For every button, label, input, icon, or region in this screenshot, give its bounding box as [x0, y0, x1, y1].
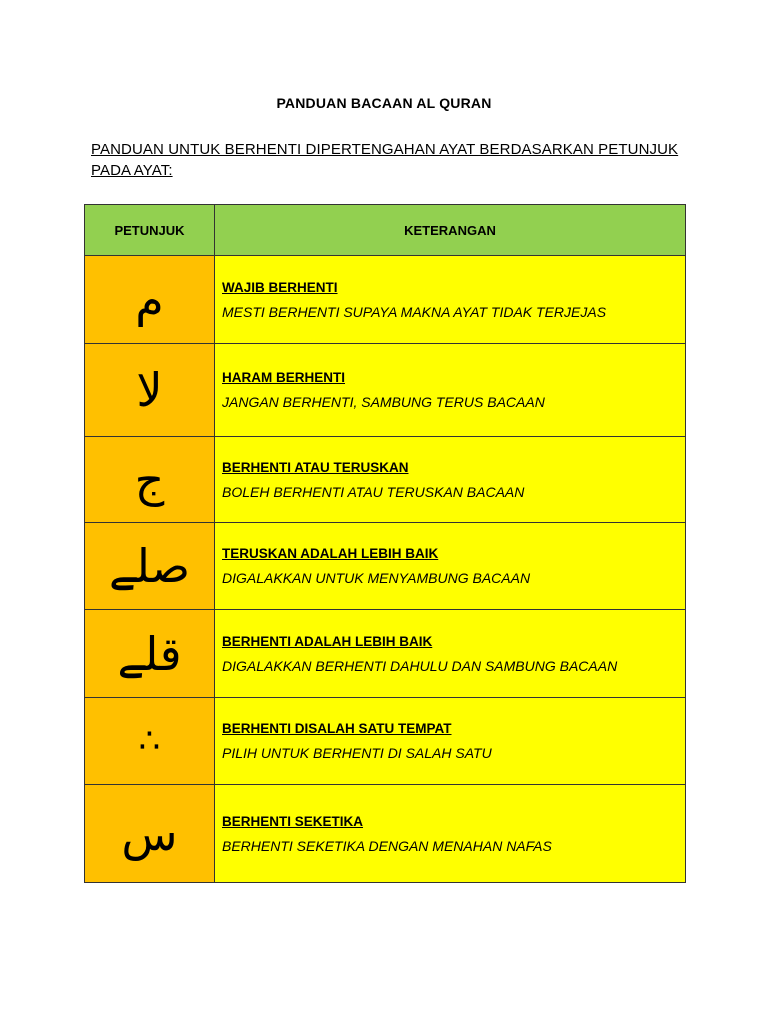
- sign-mim-icon: م: [85, 256, 215, 344]
- row-description: PILIH UNTUK BERHENTI DI SALAH SATU: [222, 745, 492, 761]
- page-title: PANDUAN BACAAN AL QURAN: [276, 95, 492, 111]
- row-description: BERHENTI SEKETIKA DENGAN MENAHAN NAFAS: [222, 837, 552, 854]
- row-description: DIGALAKKAN BERHENTI DAHULU DAN SAMBUNG BACAAN: [222, 657, 618, 674]
- sign-qali-icon: قلے: [85, 610, 215, 698]
- table-header-row: [85, 205, 686, 256]
- row-description: JANGAN BERHENTI, SAMBUNG TERUS BACAAN: [222, 394, 545, 410]
- column-header-keterangan: KETERANGAN: [215, 205, 686, 256]
- row-title: TERUSKAN ADALAH LEBIH BAIK: [222, 546, 439, 561]
- sign-jim-icon: ج: [85, 437, 215, 523]
- row-description: BOLEH BERHENTI ATAU TERUSKAN BACAAN: [222, 483, 525, 500]
- row-title: BERHENTI SEKETIKA: [222, 813, 364, 829]
- row-title: BERHENTI ATAU TERUSKAN: [222, 459, 409, 475]
- sign-sali-icon: صلے: [85, 523, 215, 610]
- table-row: [85, 785, 686, 883]
- table-row: [85, 698, 686, 785]
- sign-three-dots-icon: ∴: [85, 698, 215, 785]
- waqf-signs-table: [84, 204, 686, 883]
- table-row: [85, 610, 686, 698]
- row-description-cell: [215, 698, 686, 785]
- row-description-cell: [215, 610, 686, 698]
- row-title: BERHENTI ADALAH LEBIH BAIK: [222, 633, 433, 649]
- table-row: [85, 437, 686, 523]
- row-description-cell: [215, 344, 686, 437]
- row-description-cell: [215, 785, 686, 883]
- column-header-petunjuk: PETUNJUK: [85, 205, 215, 256]
- table-row: [85, 344, 686, 437]
- sign-sin-icon: س: [85, 785, 215, 883]
- row-description: DIGALAKKAN UNTUK MENYAMBUNG BACAAN: [222, 570, 531, 586]
- table-row: [85, 256, 686, 344]
- table-row: [85, 523, 686, 610]
- page-subtitle: PANDUAN UNTUK BERHENTI DIPERTENGAHAN AYAT BERDASARKAN PETUNJUK PADA AYAT:: [91, 141, 679, 179]
- row-description: MESTI BERHENTI SUPAYA MAKNA AYAT TIDAK TERJEJAS: [222, 303, 607, 320]
- row-title: WAJIB BERHENTI: [222, 279, 338, 295]
- row-description-cell: [215, 437, 686, 523]
- row-title: BERHENTI DISALAH SATU TEMPAT: [222, 721, 452, 736]
- row-description-cell: [215, 523, 686, 610]
- sign-la-icon: لا: [85, 344, 215, 437]
- row-title: HARAM BERHENTI: [222, 370, 345, 385]
- row-description-cell: [215, 256, 686, 344]
